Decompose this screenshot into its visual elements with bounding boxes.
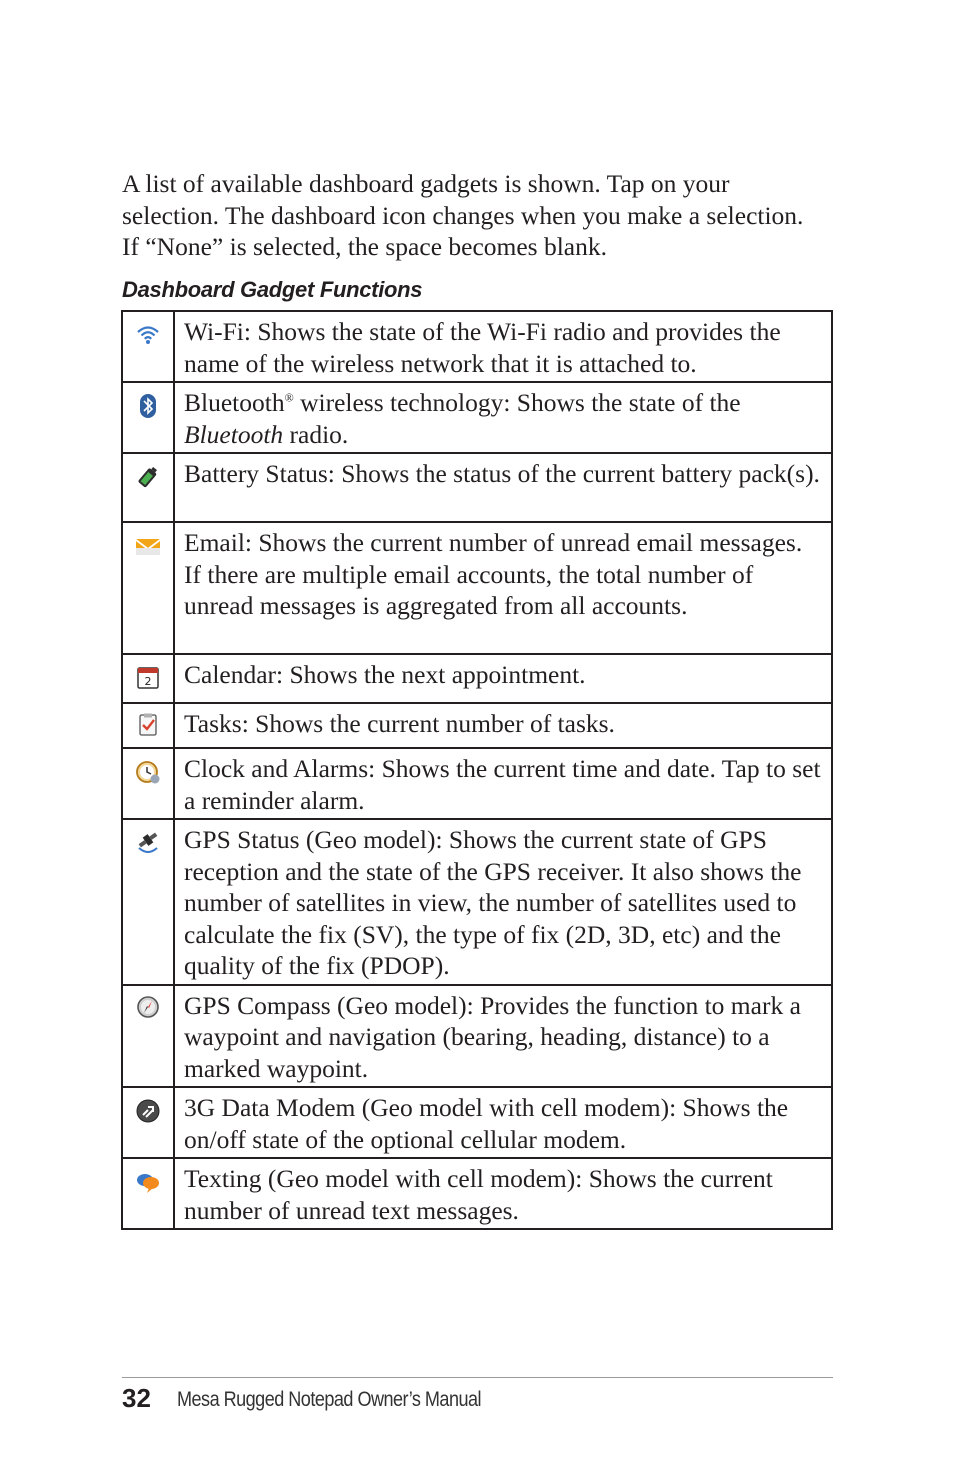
table-row xyxy=(122,522,832,654)
row-text: Battery Status: Shows the status of the current battery pack(s). xyxy=(174,453,832,522)
page-number: 32 xyxy=(122,1383,151,1413)
table-row xyxy=(122,453,832,522)
clock-icon xyxy=(135,759,161,785)
calendar-icon xyxy=(135,665,161,691)
modem-icon xyxy=(135,1098,161,1124)
battery-icon xyxy=(135,464,161,490)
table-row xyxy=(122,311,832,382)
row-text: Calendar: Shows the next appointment. xyxy=(174,654,832,703)
compass-icon xyxy=(135,994,161,1020)
row-text: GPS Status (Geo model): Shows the current state of GPS reception and the state of the GPS receiver. It also shows the number of satellites in view, the number of satellites used to calculate the fix (SV), the type of fix (2D, 3D, etc) and the quality of the fix (PDOP). xyxy=(174,819,832,985)
email-icon xyxy=(135,533,161,559)
row-text: Clock and Alarms: Shows the current time and date. Tap to set a reminder alarm. xyxy=(174,748,832,819)
intro-paragraph: A list of available dashboard gadgets is shown. Tap on your selection. The dashboard icon changes when you make a selection. If “None” is selected, the space becomes blank. xyxy=(122,169,804,261)
wifi-icon xyxy=(135,322,161,348)
texting-icon xyxy=(135,1169,161,1195)
svg-text:2: 2 xyxy=(144,675,152,688)
row-text: Wi-Fi: Shows the state of the Wi-Fi radio and provides the name of the wireless network that it is attached to. xyxy=(174,311,832,382)
table-caption: Dashboard Gadget Functions xyxy=(122,277,423,302)
table-row xyxy=(122,1158,832,1229)
row-text: 3G Data Modem (Geo model with cell modem): Shows the on/off state of the optional cellular modem. xyxy=(174,1087,832,1158)
row-text: Texting (Geo model with cell modem): Shows the current number of unread text messages. xyxy=(174,1158,832,1229)
manual-title: Mesa Rugged Notepad Owner’s Manual xyxy=(177,1388,482,1411)
row-text: Tasks: Shows the current number of tasks. xyxy=(174,703,832,748)
gadget-table xyxy=(121,310,833,1230)
bluetooth-icon xyxy=(135,393,161,419)
table-row xyxy=(122,654,832,703)
row-text: Email: Shows the current number of unread email messages. If there are multiple email accounts, the total number of unread messages is aggregated from all accounts. xyxy=(174,522,832,654)
table-row xyxy=(122,382,832,453)
row-text: GPS Compass (Geo model): Provides the function to mark a waypoint and navigation (bearing, heading, distance) to a marked waypoint. xyxy=(174,985,832,1088)
table-row xyxy=(122,703,832,748)
table-row xyxy=(122,819,832,985)
row-text: Bluetooth® wireless technology: Shows the state of the Bluetooth radio. xyxy=(174,382,832,453)
table-row xyxy=(122,748,832,819)
table-row xyxy=(122,985,832,1088)
tasks-icon xyxy=(135,712,161,738)
footer-rule xyxy=(122,1377,833,1378)
table-row xyxy=(122,1087,832,1158)
gps-status-icon xyxy=(135,830,161,856)
